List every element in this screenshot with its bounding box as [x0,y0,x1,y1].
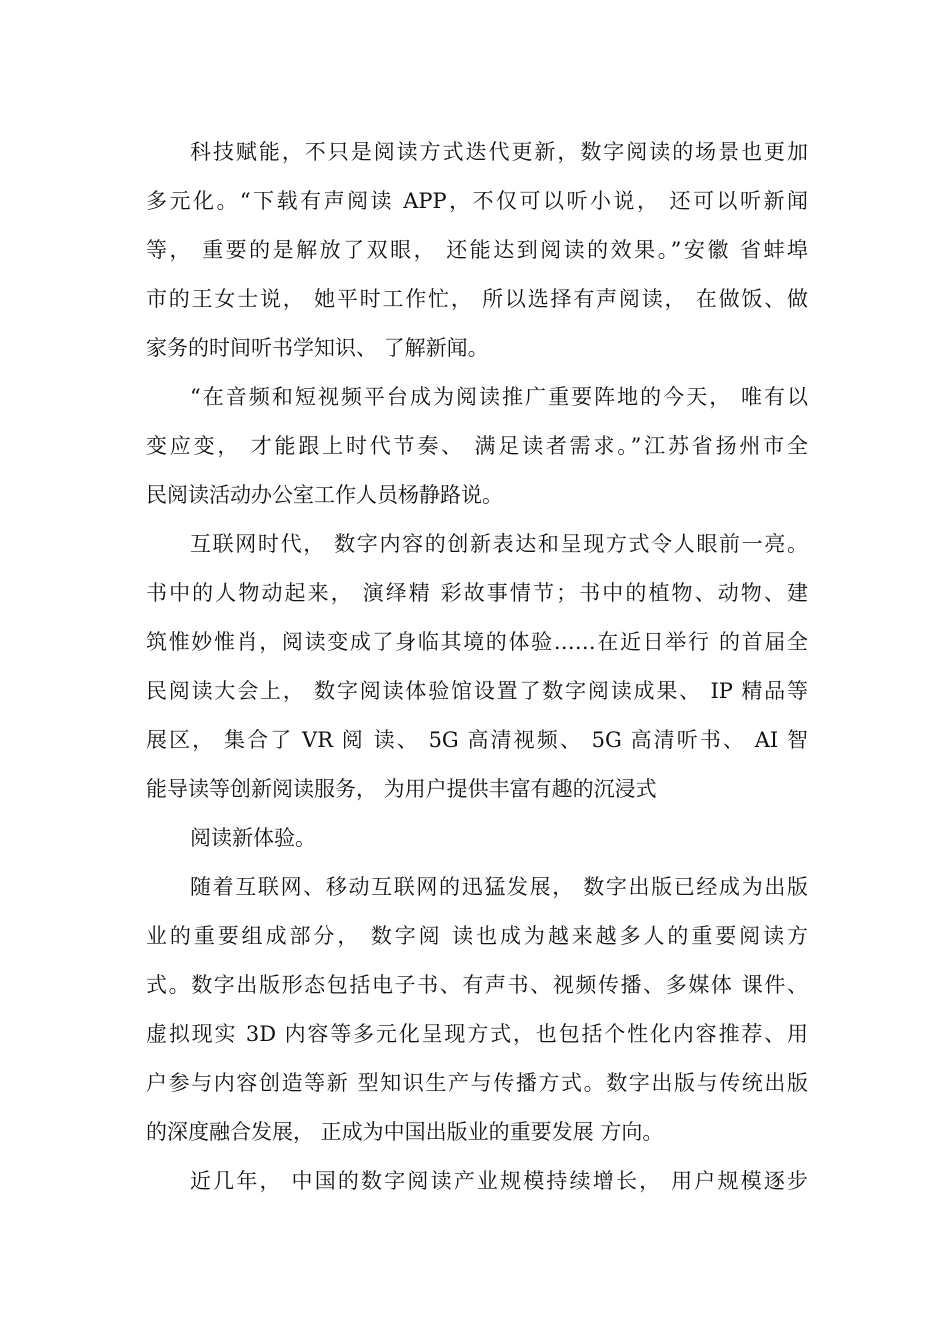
text-line: 变应变， 才能跟上时代节奏、 满足读者需求。”江苏省扬州市全 [146,434,808,458]
paragraph [146,814,808,863]
text-line: 式。数字出版形态包括电子书、有声书、视频传播、多媒体 课件、 [146,973,808,997]
text-line: 互联网时代， 数字内容的创新表达和呈现方式令人眼前一亮。 [190,532,808,556]
paragraph [146,1157,808,1206]
paragraph [146,373,808,520]
text-line: 的深度融合发展， 正成为中国出版业的重要发展 方向。 [146,1120,664,1144]
text-line: 户参与内容创造等新 型知识生产与传播方式。数字出版与传统出版 [146,1071,808,1095]
paragraph [146,128,808,373]
text-line: 书中的人物动起来， 演绎精 彩故事情节；书中的植物、动物、建 [146,581,808,605]
text-line: 民阅读大会上， 数字阅读体验馆设置了数字阅读成果、 IP 精品等 [146,679,808,703]
text-line: 能导读等创新阅读服务， 为用户提供丰富有趣的沉浸式 [146,777,657,801]
text-line: 家务的时间听书学知识、 了解新闻。 [146,336,489,360]
text-line: 等， 重要的是解放了双眼， 还能达到阅读的效果。”安徽 省蚌埠 [146,238,808,262]
text-line: “在音频和短视频平台成为阅读推广重要阵地的今天， 唯有以 [190,385,808,409]
text-line: 阅读新体验。 [190,826,316,850]
text-line: 市的王女士说， 她平时工作忙， 所以选择有声阅读， 在做饭、做 [146,287,808,311]
paragraph [146,520,808,814]
text-line: 筑惟妙惟肖，阅读变成了身临其境的体验……在近日举行 的首届全 [146,630,808,654]
text-line: 虚拟现实 3D 内容等多元化呈现方式，也包括个性化内容推荐、用 [146,1022,808,1046]
text-line: 民阅读活动办公室工作人员杨静路说。 [146,483,503,507]
text-line: 展区， 集合了 VR 阅 读、 5G 高清视频、 5G 高清听书、 AI 智 [146,728,808,752]
document-body [146,128,808,1206]
text-line: 业的重要组成部分， 数字阅 读也成为越来越多人的重要阅读方 [146,924,808,948]
paragraph [146,863,808,1157]
text-line: 近几年， 中国的数字阅读产业规模持续增长， 用户规模逐步 [190,1169,808,1193]
text-line: 多元化。“下载有声阅读 APP，不仅可以听小说， 还可以听新闻 [146,189,808,213]
text-line: 随着互联网、移动互联网的迅猛发展， 数字出版已经成为出版 [190,875,808,899]
text-line: 科技赋能，不只是阅读方式迭代更新，数字阅读的场景也更加 [190,140,808,164]
